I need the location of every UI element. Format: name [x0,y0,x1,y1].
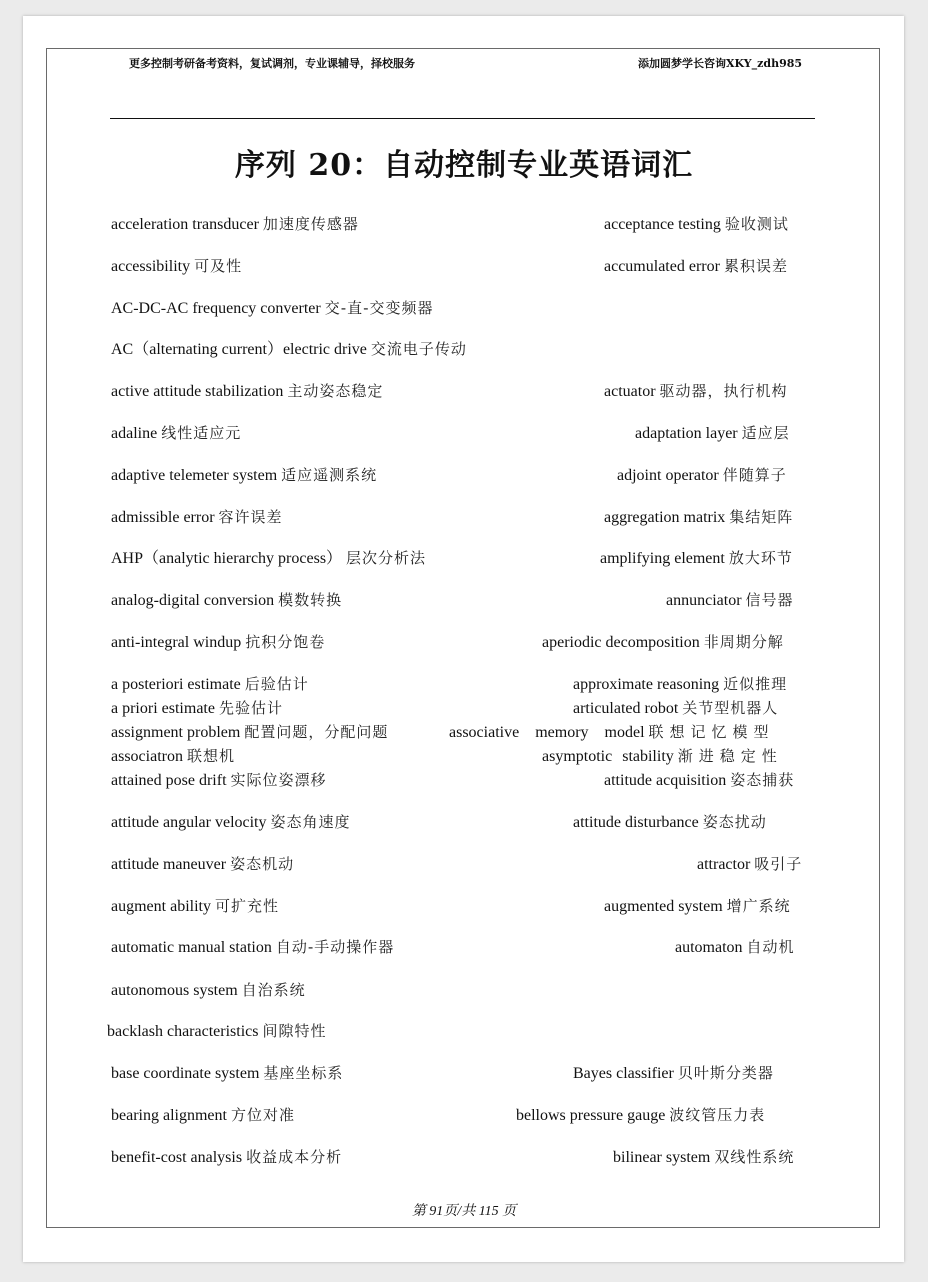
term-zh: 双线性系统 [714,1148,795,1166]
term-zh: 波纹管压力表 [669,1106,766,1124]
header-contact-text: 添加圆梦学长咨询XKY_zdh985 [638,57,803,70]
term-en: bearing alignment [111,1107,227,1124]
page-number: 第 91页/共 115 页 [411,1204,517,1219]
term-zh: 先验估计 [218,699,283,717]
glossary-entry [111,298,434,319]
glossary-entry [111,674,309,695]
glossary-entry [600,548,793,569]
term-zh: 容许误差 [218,508,283,526]
glossary-entry [666,590,794,611]
term-zh: 姿态角速度 [270,813,351,831]
term-zh: 适应层 [741,424,790,442]
term-en: anti-integral windup [111,634,242,651]
term-zh: 抗积分饱卷 [245,633,326,651]
glossary-entry [111,548,426,569]
term-en: amplifying element [600,550,725,567]
term-zh: 自动-手动操作器 [275,938,395,956]
glossary-entry [573,812,767,833]
term-zh: 驱动器，执行机构 [659,382,788,400]
term-en: acceleration transducer [111,216,259,233]
term-en: automatic manual station [111,939,272,956]
term-zh: 姿态机动 [230,855,295,873]
glossary-entry [617,465,787,486]
term-en: attained pose drift [111,772,227,789]
term-zh: 收益成本分析 [246,1148,343,1166]
glossary-entry [111,770,327,791]
glossary-entry [516,1105,765,1126]
glossary-entry [613,1147,794,1168]
term-en: approximate reasoning [573,676,720,693]
term-zh: 联想记忆模型 [648,723,775,741]
term-zh: 线性适应元 [161,424,242,442]
term-en: aggregation matrix [604,509,726,526]
term-zh: 可及性 [194,257,243,275]
term-zh: 非周期分解 [703,633,784,651]
term-zh: 交-直-交变频器 [324,299,434,317]
term-en: AC-DC-AC frequency converter [111,300,321,317]
term-en: augmented system [604,898,723,915]
term-en: bilinear system [613,1149,711,1166]
term-zh: 自治系统 [241,981,306,999]
glossary-entry [697,854,802,875]
term-zh: 模数转换 [278,591,343,609]
term-en: adaptation layer [635,425,738,442]
glossary-entry [542,746,783,767]
term-zh: 方位对准 [230,1106,295,1124]
glossary-entry [573,674,787,695]
glossary-entry [111,339,467,360]
term-zh: 吸引子 [754,855,803,873]
term-zh: 增广系统 [726,897,791,915]
term-zh: 交流电子传动 [370,340,467,358]
term-zh: 实际位姿漂移 [230,771,327,789]
glossary-entry [111,256,242,277]
term-en: associatron [111,748,183,765]
term-zh: 后验估计 [244,675,309,693]
term-zh: 基座坐标系 [263,1064,344,1082]
term-zh: 可扩充性 [214,897,279,915]
term-zh: 配置问题，分配问题 [244,723,389,741]
term-en: annunciator [666,592,742,609]
glossary-entry [111,423,241,444]
term-en: articulated robot [573,700,679,717]
term-zh: 自动机 [746,938,795,956]
glossary-entry [604,381,788,402]
term-en: asymptotic stability [542,748,674,765]
glossary-entry [107,1021,327,1042]
term-en: backlash characteristics [107,1023,259,1040]
term-zh: 放大环节 [728,549,793,567]
term-en: automaton [675,939,743,956]
term-en: accessibility [111,258,191,275]
term-en: Bayes classifier [573,1065,674,1082]
term-zh: 加速度传感器 [262,215,359,233]
glossary-entry [111,465,377,486]
header-promo-text: 更多控制考研备考资料，复试调剂，专业课辅导，择校服务 [129,57,415,70]
term-zh: 累积误差 [723,257,788,275]
term-en: admissible error [111,509,215,526]
glossary-entry [111,812,351,833]
term-en: active attitude stabilization [111,383,284,400]
term-en: assignment problem [111,724,241,741]
term-zh: 渐进稳定性 [677,747,783,765]
glossary-entry [111,896,279,917]
glossary-entry [111,381,383,402]
term-en: attitude maneuver [111,856,227,873]
term-en: adaline [111,425,158,442]
term-zh: 集结矩阵 [729,508,794,526]
glossary-entry [604,507,793,528]
header-rule [110,118,815,119]
term-zh: 姿态捕获 [730,771,795,789]
term-en: bellows pressure gauge [516,1107,666,1124]
term-zh: 间隙特性 [262,1022,327,1040]
term-en: base coordinate system [111,1065,260,1082]
glossary-entry [111,1063,343,1084]
glossary-entry [111,507,283,528]
page-title: 序列 20：自动控制专业英语词汇 [234,148,694,183]
glossary-entry [111,632,325,653]
term-en: associative memory model [449,724,645,741]
glossary-entry [675,937,795,958]
term-en: attitude angular velocity [111,814,267,831]
term-en: AC（alternating current）electric drive [111,341,367,358]
term-zh: 姿态扰动 [702,813,767,831]
glossary-entry [573,698,778,719]
glossary-entry [111,214,359,235]
term-en: a posteriori estimate [111,676,241,693]
glossary-entry [111,590,342,611]
glossary-entry [111,937,394,958]
glossary-entry [542,632,784,653]
term-en: augment ability [111,898,211,915]
term-en: AHP（analytic hierarchy process） [111,550,343,567]
term-zh: 层次分析法 [346,549,427,567]
term-zh: 联想机 [186,747,235,765]
glossary-entry [604,770,794,791]
glossary-entry [111,1105,295,1126]
glossary-entry [111,854,294,875]
glossary-entry [111,980,306,1001]
term-en: adaptive telemeter system [111,467,278,484]
term-en: aperiodic decomposition [542,634,700,651]
term-zh: 适应遥测系统 [281,466,378,484]
term-en: attitude disturbance [573,814,699,831]
term-en: benefit-cost analysis [111,1149,243,1166]
term-zh: 关节型机器人 [682,699,779,717]
term-zh: 贝叶斯分类器 [677,1064,774,1082]
glossary-entry [111,746,235,767]
term-en: attractor [697,856,751,873]
term-en: a priori estimate [111,700,215,717]
term-en: accumulated error [604,258,720,275]
glossary-entry [111,698,283,719]
glossary-entry [604,214,789,235]
term-zh: 验收测试 [724,215,789,233]
glossary-entry [449,722,775,743]
glossary-entry [604,256,788,277]
glossary-entry [635,423,790,444]
glossary-entry [573,1063,774,1084]
term-en: analog-digital conversion [111,592,275,609]
term-en: attitude acquisition [604,772,727,789]
glossary-entry [604,896,791,917]
term-zh: 近似推理 [723,675,788,693]
term-zh: 主动姿态稳定 [287,382,384,400]
glossary-entry [111,1147,342,1168]
term-en: actuator [604,383,656,400]
term-zh: 伴随算子 [722,466,787,484]
term-en: adjoint operator [617,467,719,484]
glossary-entry [111,722,388,743]
term-en: acceptance testing [604,216,721,233]
term-zh: 信号器 [745,591,794,609]
term-en: autonomous system [111,982,238,999]
